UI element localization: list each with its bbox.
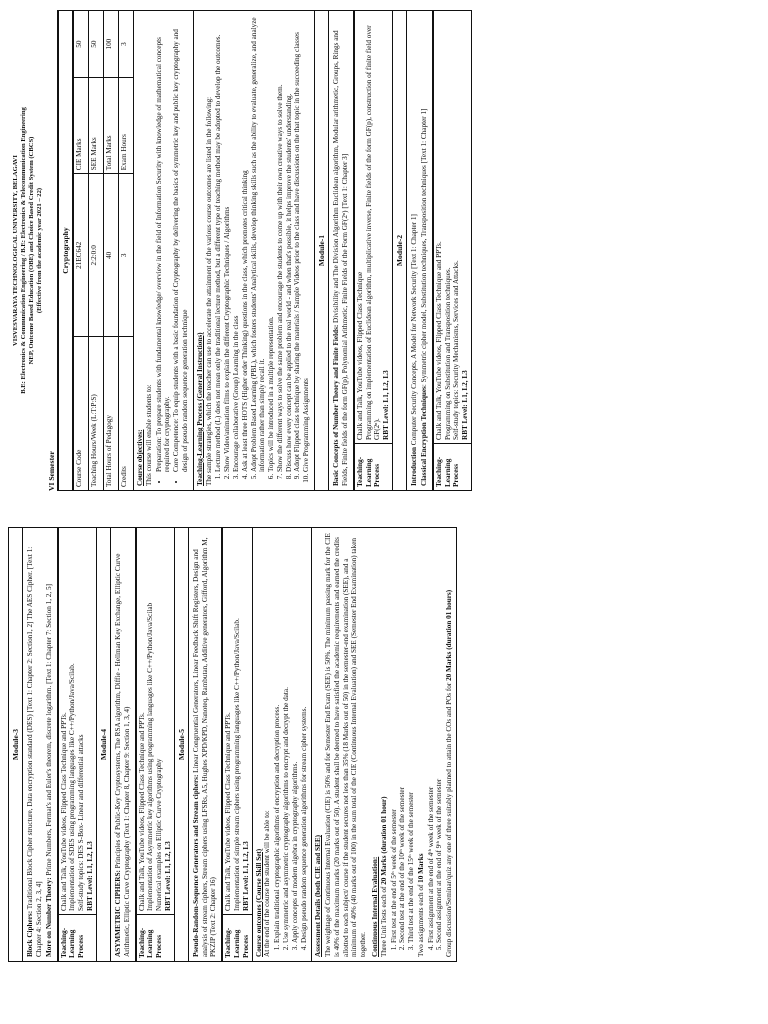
tl-line: Chalk and Talk, YouTube videos, Flipped Class Technique and PPTs. — [434, 241, 443, 440]
table-row: Total Hours of Pedagogy 40 Total Marks 100 — [104, 11, 119, 491]
teaching-item: 6. Topics will be introduced in a multiple representation. — [267, 15, 276, 472]
teaching-item: 10. Give Programming Assignments — [302, 15, 311, 472]
tl-line: Numerical examples on Elliptic Curve Cryptography — [155, 758, 164, 911]
rbt-level: RBT Level: L1, L2, L3 — [85, 841, 94, 911]
outcome-item: 4. Design pseudo random sequence generation algorithms for stream cipher systems. — [300, 532, 309, 943]
page-left — [0, 0, 768, 499]
teaching-learning-process — [193, 10, 315, 491]
rbt-level: RBT Level: L1, L2, L3 — [241, 841, 250, 911]
tl-label: Teaching-Learning Process — [136, 915, 174, 962]
table-row: Teaching Hours/Week (L:T:P:S) 2:2:0:0 SEE Marks 50 — [89, 11, 104, 491]
outcomes-intro: At the end of the course the student will be able to: — [263, 810, 272, 957]
teaching-item: 5. Adopt Problem Based Learning (PBL), which fosters students' Analytical skills, develop thinking skills such as the ability to evaluate, generalize, and analyze information rather than simply recall it. — [250, 15, 268, 472]
teaching-item: 4. Ask at least three HOTS (Higher order Thinking) questions in the class, which promotes critical thinking — [241, 15, 250, 472]
test-item: 1. First test at the end of 5ᵗʰ week of the semester — [390, 532, 399, 943]
module-1-title: Module-1 — [314, 10, 329, 491]
teaching-item: 1. Lecture method (L) does not mean only the traditional lecture method, but a different type of teaching method may be adopted to develop the outcomes. — [214, 15, 223, 472]
tl-line: Implementation of SDES using programming languages like C++/Python/Java/Scilab. — [68, 663, 77, 911]
course-outcomes — [252, 527, 313, 962]
tl-line: Implementation of simple stream ciphers using programming languages like C++/Python/Java/Scilab. — [233, 618, 242, 911]
module-3-title: Module-3 — [8, 527, 23, 962]
teaching-item: 8. Discuss how every concept can be applied to the real world - and when that's possible, it helps improve the students' understanding. — [285, 15, 294, 472]
assignment-item: 5. Second assignment at the end of 9ᵗʰ week of the semester — [435, 532, 444, 943]
assessment-details: Assessment Details (both CIE and SEE) The weightage of Continuous Internal Evaluation (CIE) is 50% and for Semester End Exam (SEE) is 50%. The minimum passing mark for the CIE is 40% of the maximum marks (20 marks out of 50). A student shall be deemed to have satisfied the academic requirements and earned the credits allotted to each subject/ course if the student secures not less than 35% (18 Marks out of 50) in the semester-end examination (SEE), and a minimum of 40% (40 marks out of 100) in the sum total of the CIE (Continuous Internal Evaluation) and SEE (Semester End Examination) taken together. Continuous Internal Evaluation: Three Unit Tests each of 20 Marks (duration 01 hour) 1. First test at the end of 5ᵗʰ week of the semester 2. Second test at the end of the 10ᵗʰ week of the semester 3. Third test at the end of the 15ᵗʰ week of the semester Two assignments each of 10 Marks 4. First assignment at the end of 4ᵗʰ week of the semester 5. Second assignment at the end of 9ᵗʰ week of the semester Group discussion/Seminar/quiz any one of three suitably planned to attain the COs and POs for 20 Marks (duration 01 hours) — [311, 527, 457, 962]
tl-line: Chalk and Talk, YouTube videos, Flipped Class Technique and PPTs. — [59, 712, 68, 911]
teaching-item: 2. Show Video/animation films to explain the different Cryptographic Techniques / Algorithms — [223, 15, 232, 472]
document-header — [12, 10, 44, 491]
teaching-item: 9. Adopt Flipped class technique by sharing the materials / Sample Videos prior to the class and have discussions on the that topic in the succeeding classes — [293, 15, 302, 472]
scheme-name: NEP, Outcome Based Education (OBE) and Choice Based Credit System (CBCS) — [27, 136, 35, 365]
module-3-content: Block Ciphers: Traditional Block Cipher structure, Data encryption standard (DES) [Text 1: Chapter 2: Section1, 2] The AES Cipher. [Text 1: Chapter 4: Section 2, 3, 4] More on Number Theory: Prime Numbers, Fermat's and Euler's theorem, discrete logarithm. [Text 1: Chapter 7: Section 1, 2, 5] — [22, 527, 57, 962]
objective-item: • Core Competence: To equip students with a basic foundation of Cryptography by delivering the basics of symmetric key and public key cryptography and design of pseudo random sequence generation technique — [172, 15, 190, 472]
effective-year: (Effective from the academic year 2021 – 22) — [35, 187, 43, 314]
outcomes-heading: Course outcomes (Course Skill Set) — [254, 848, 263, 957]
objectives-heading: Course objectives: — [136, 429, 145, 486]
course-title: Cryptography — [58, 10, 73, 491]
module-1-tl-table — [354, 10, 393, 491]
teaching-heading: Teaching-Learning Process (General Instructions) — [195, 332, 204, 486]
outcome-item: 2. Use symmetric and asymmetric cryptography algorithms to encrypt and decrypt the data. — [282, 532, 291, 943]
module-4-content: ASYMMETRIC CIPHERS: Principles of Public-Key Cryptosystems, The RSA algorithm, Diffie - Hellman Key Exchange, Elliptic Curve Arithmetic, Elliptic Curve Cryptography (Text 1: Chapter 8, Chapter 9: Section 1, 3, 4) — [110, 527, 136, 962]
tl-line: Chalk and Talk, YouTube videos, Flipped Class Technique and PPTs. — [224, 712, 233, 911]
tl-line: Chalk and Talk, YouTube videos, Flipped Class Technique — [355, 271, 364, 440]
module-5-content: Pseudo-Random-Sequence Generators and Stream ciphers: Linear Congruential Generators, Linear Feedback Shift Registers, Design and analysis of stream ciphers, Stream ciphers using LFSRs, A5, Hughes XPD/KPD, Nanoteq, Rambutan, Additive generators, Gifford, Algorithm M, PKZIP (Text 2: Chapter 16) — [188, 527, 222, 962]
module-3-tl-table — [58, 527, 97, 962]
test-item: 3. Third test at the end of the 15ᵗʰ week of the semester — [407, 532, 416, 943]
outcome-item: 3. Apply concepts of modern algebra in cryptography algorithms. — [291, 532, 300, 943]
semester-label: VI Semester — [47, 10, 58, 491]
module-5-title: Module-5 — [174, 527, 189, 962]
rbt-level: RBT Level: L1, L2, L3 — [382, 370, 391, 440]
objective-item: • Preparation: To prepare students with fundamental knowledge/ overview in the field of Information Security with knowledge of mathematical concepts required for cryptography. — [155, 15, 173, 472]
tl-label: Teaching-Learning Process — [58, 915, 96, 962]
tl-line: Chalk and Talk, YouTube videos, Flipped Class Technique and PPTs. — [137, 712, 146, 911]
rbt-level: RBT Level: L1, L2, L3 — [461, 370, 470, 440]
tl-line: Self-study topics: DES S-Box- Linear and differential attacks — [77, 734, 86, 911]
course-details-table — [73, 10, 134, 491]
tl-label: Teaching-Learning Process — [433, 444, 471, 491]
program-name: B.E: Electronics & Communication Engineering / B.E: Electronics & Telecommunication Engineering — [19, 107, 27, 394]
assessment-paragraph: The weightage of Continuous Internal Evaluation (CIE) is 50% and for Semester End Exam (SEE) is 50%. The minimum passing mark for the CIE is 40% of the maximum marks (20 marks out of 50). A student shall be deemed to have satisfied the academic requirements and earned the credits allotted to each subject/ course if the student secures not less than 35% (18 Marks out of 50) in the semester-end examination (SEE), and a minimum of 40% (40 marks out of 100) in the sum total of the CIE (Continuous Internal Evaluation) and SEE (Semester End Examination) taken together. — [324, 533, 368, 957]
university-name: VISVESVARAYA TECHNOLOGICAL UNIVERSITY, BELAGAVI — [12, 155, 19, 346]
outcome-item: 1. Explain traditional cryptographic algorithms of encryption and decryption process. — [273, 532, 282, 943]
module-5-tl-table — [222, 527, 252, 962]
teaching-intro: The sample strategies, which the teacher can use to accelerate the attainment of the various course outcomes are listed in the following: — [204, 96, 213, 486]
module-2-content: Introduction Computer Security Concepts, A Model for Network Security [Text 1: Chapter 1] Classical Encryption Techniques: Symmetric cipher model, Substitution techniques, Transposition techniques [Text 1: Chapter 1] — [406, 10, 433, 491]
tl-label: Teaching-Learning Process — [223, 915, 252, 962]
table-row: Course Code 21EC642 CIE Marks 50 — [74, 11, 89, 491]
teaching-item: 7. Show the different ways to solve the same problem and encourage the students to come up with their own creative ways to solve them. — [276, 15, 285, 472]
tl-line: Programming on Substitution and Transposition techniques. — [443, 267, 452, 440]
assignment-item: 4. First assignment at the end of 4ᵗʰ week of the semester — [427, 532, 436, 943]
module-2-title: Module-2 — [392, 10, 407, 491]
cie-heading: Continuous Internal Evaluation: — [370, 856, 379, 957]
tl-line: Implementation of Asymmetric key algorithms using programming languages like C++/Python/Java/Scilab — [146, 602, 155, 911]
module-1-content: Basic Concepts of Number Theory and Finite Fields: Divisibility and The Division Algorithm Euclidean algorithm, Modular arithmetic, Groups, Rings and Fields, Finite fields of the form GF(p), Polynomial Arithmetic, Finite Fields of the Form GF(2ⁿ) [Text 1: Chapter 3] — [328, 10, 354, 491]
rbt-level: RBT Level: L1, L2, L3 — [163, 841, 172, 911]
module-4-title: Module-4 — [96, 527, 111, 962]
tl-label: Teaching-Learning Process — [354, 444, 392, 491]
tl-line: Programming on implementation of Euclidean algorithm, multiplicative inverse, Finite fields of the form GF(p), construction of finite field over GF(2ⁿ). — [364, 25, 382, 440]
test-item: 2. Second test at the end of the 10ᵗʰ week of the semester — [398, 532, 407, 943]
tl-line: Self-study topics: Security Mechanisms, Services and Attacks. — [452, 260, 461, 440]
module-4-tl-table — [136, 527, 175, 962]
course-objectives — [133, 10, 194, 491]
page-right — [0, 519, 768, 1024]
table-row: Credits 3 Exam Hours 3 — [119, 11, 134, 491]
teaching-item: 3. Encourage collaborative (Group) Learning in the class — [232, 15, 241, 472]
objectives-intro: This course will enable students to: — [144, 384, 153, 486]
assessment-heading: Assessment Details (both CIE and SEE) — [314, 834, 323, 957]
module-2-tl-table — [433, 10, 472, 491]
